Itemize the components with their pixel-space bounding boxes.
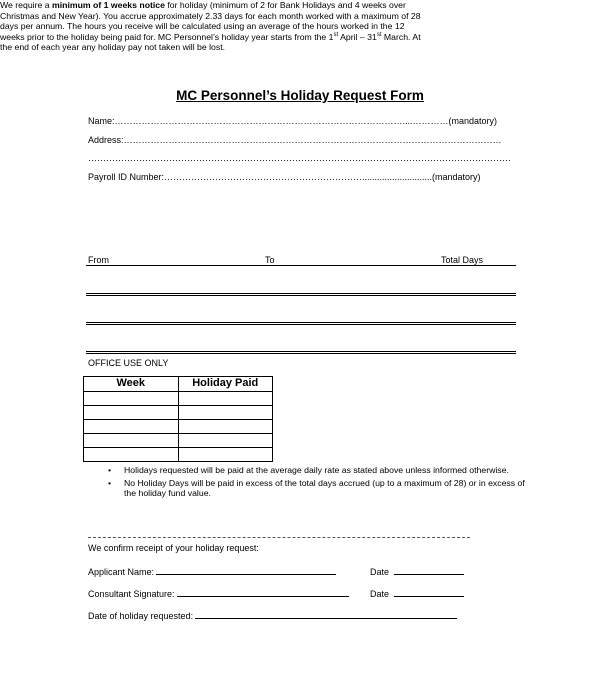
confirm-text: We confirm receipt of your holiday request: [88, 543, 259, 553]
date-label: Date [370, 589, 390, 599]
table-row [84, 434, 273, 448]
table-row [84, 448, 273, 462]
holiday-paid-cell[interactable] [178, 448, 273, 462]
table-row [84, 392, 273, 406]
notice-emphasis: minimum of 1 weeks notice [52, 0, 165, 10]
office-use-table [83, 376, 273, 462]
date-requested-label: Date of holiday requested: [88, 611, 194, 621]
dates-header-rule [86, 265, 516, 266]
week-column-header: Week [84, 377, 179, 392]
consultant-signature-row [88, 588, 349, 600]
to-label: To [265, 255, 275, 265]
consultant-date-row [370, 588, 464, 600]
applicant-date-row [370, 566, 464, 578]
holiday-paid-column-header: Holiday Paid [178, 377, 273, 392]
holiday-paid-cell[interactable] [178, 406, 273, 420]
date-requested-row [88, 610, 457, 622]
office-use-label: OFFICE USE ONLY [88, 358, 169, 368]
consultant-signature-label: Consultant Signature: [88, 589, 175, 599]
week-cell[interactable] [84, 420, 179, 434]
date-entry-line-2[interactable] [86, 322, 516, 325]
week-cell[interactable] [84, 448, 179, 462]
table-row [84, 420, 273, 434]
total-days-label: Total Days [441, 255, 484, 265]
week-cell[interactable] [84, 392, 179, 406]
week-cell[interactable] [84, 434, 179, 448]
date-entry-line-3[interactable] [86, 351, 516, 354]
applicant-name-row [88, 566, 336, 578]
name-field[interactable]: Name:……………………………………………………………………………………....…………(mandatory) [88, 116, 498, 126]
notice-paragraph: We require a minimum of 1 weeks notice for holiday (minimum of 2 for Bank Holidays and 4 weeks over Christmas and New Year). You accrue approximately 2.33 days for each month worked with a maximum of 28 days per annum. The hours you receive will be calculated using an average of the hours worked in the 12 weeks prior to the holiday being paid for. MC Personnel’s holiday year starts from the 1st April – 31st March. At the end of each year any holiday pay not taken will be lost. [0, 0, 421, 53]
holiday-paid-cell[interactable] [178, 392, 273, 406]
applicant-date-input[interactable] [394, 566, 464, 575]
holiday-paid-cell[interactable] [178, 420, 273, 434]
list-item: • No Holiday Days will be paid in excess of the total days accrued (up to a maximum of 28) or in excess of the holiday fund value. [108, 478, 528, 499]
date-requested-input[interactable] [195, 610, 457, 619]
holiday-paid-cell[interactable] [178, 434, 273, 448]
applicant-name-label: Applicant Name: [88, 567, 155, 577]
date-entry-line-1[interactable] [86, 293, 516, 296]
date-label: Date [370, 567, 390, 577]
payroll-id-field[interactable]: Payroll ID Number:…………………………………………………………............................(mandatory) [88, 172, 481, 182]
from-label: From [88, 255, 109, 265]
address-field-line-2[interactable]: …………………………………………………………………………………………………………………………… [88, 153, 511, 163]
address-field[interactable]: Address:……………………………………………………………………………………………………………… [88, 135, 502, 145]
notes-list [108, 465, 528, 501]
consultant-signature-input[interactable] [177, 588, 349, 597]
applicant-name-input[interactable] [156, 566, 336, 575]
list-item: • Holidays requested will be paid at the average daily rate as stated above unless informed otherwise. [108, 465, 528, 476]
section-divider [88, 537, 470, 538]
table-row [84, 406, 273, 420]
form-title: MC Personnel’s Holiday Request Form [176, 88, 424, 103]
week-cell[interactable] [84, 406, 179, 420]
consultant-date-input[interactable] [394, 588, 464, 597]
